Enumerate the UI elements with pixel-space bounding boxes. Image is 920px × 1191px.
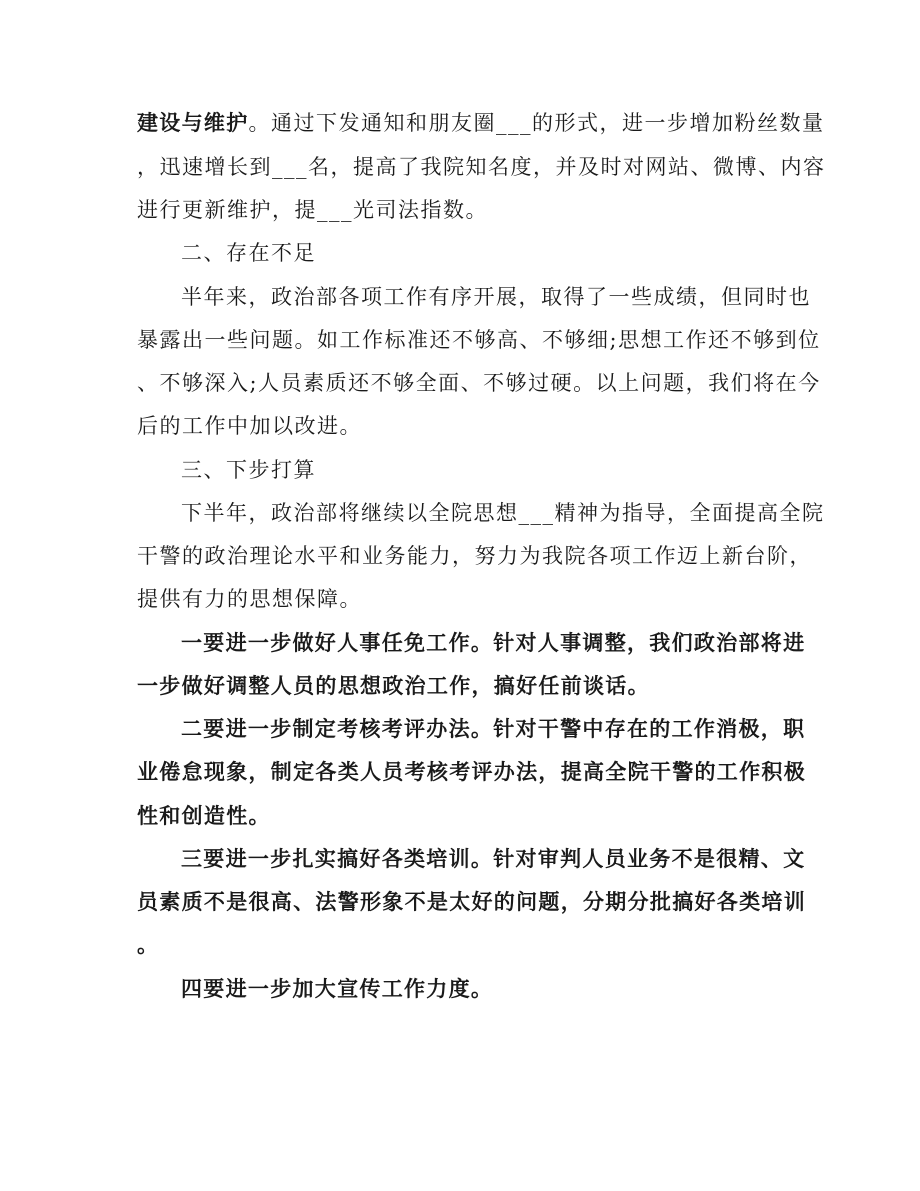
bold-lead: 三要进一步扎实搞好各类培训。 — [181, 846, 494, 871]
line-text: 针对审判人员业务不是很精、文 — [493, 846, 806, 871]
bold-lead: 建设与维护 — [137, 110, 249, 135]
paragraph-line — [181, 628, 806, 658]
paragraph-line: 提供有力的思想保障。 — [137, 587, 362, 611]
paragraph-line — [137, 108, 825, 138]
paragraph-line: 后的工作中加以改进。 — [137, 414, 362, 438]
paragraph-line: 员素质不是很高、法警形象不是太好的问题，分期分批搞好各类培训 — [137, 889, 806, 914]
line-text: 。通过下发通知和朋友圈___的形式，进一步增加粉丝数量 — [248, 111, 825, 135]
paragraph-line: 。 — [137, 932, 160, 957]
paragraph-line: 进行更新维护，提___光司法指数。 — [137, 198, 488, 222]
paragraph-line: 四要进一步加大宣传工作力度。 — [181, 976, 494, 1001]
paragraph-line: 性和创造性。 — [137, 803, 271, 828]
paragraph-line: 暴露出一些问题。如工作标准还不够高、不够细;思想工作还不够到位 — [137, 328, 821, 352]
paragraph-line: 、不够深入;人员素质还不够全面、不够过硬。以上问题，我们将在今 — [137, 371, 821, 395]
bold-lead: 二要进一步制定考核考评办法。 — [181, 716, 494, 741]
section-heading: 三、下步打算 — [181, 458, 316, 482]
paragraph-line: 一步做好调整人员的思想政治工作，搞好任前谈话。 — [137, 673, 650, 698]
line-text: 针对人事调整，我们政治部将进 — [493, 630, 806, 655]
paragraph-line: 下半年，政治部将继续以全院思想___精神为指导，全面提高全院 — [181, 501, 825, 525]
paragraph-line — [181, 714, 806, 744]
section-heading: 二、存在不足 — [181, 241, 316, 265]
bold-lead: 一要进一步做好人事任免工作。 — [181, 630, 494, 655]
line-text: 针对干警中存在的工作消极，职 — [493, 716, 806, 741]
paragraph-line: 干警的政治理论水平和业务能力，努力为我院各项工作迈上新台阶， — [137, 544, 812, 568]
paragraph-line: 半年来，政治部各项工作有序开展，取得了一些成绩，但同时也 — [181, 285, 811, 309]
paragraph-line: 业倦怠现象，制定各类人员考核考评办法，提高全院干警的工作积极 — [137, 759, 806, 784]
paragraph-line: ，迅速增长到___名，提高了我院知名度，并及时对网站、微博、内容 — [137, 155, 826, 179]
paragraph-line — [181, 844, 806, 874]
